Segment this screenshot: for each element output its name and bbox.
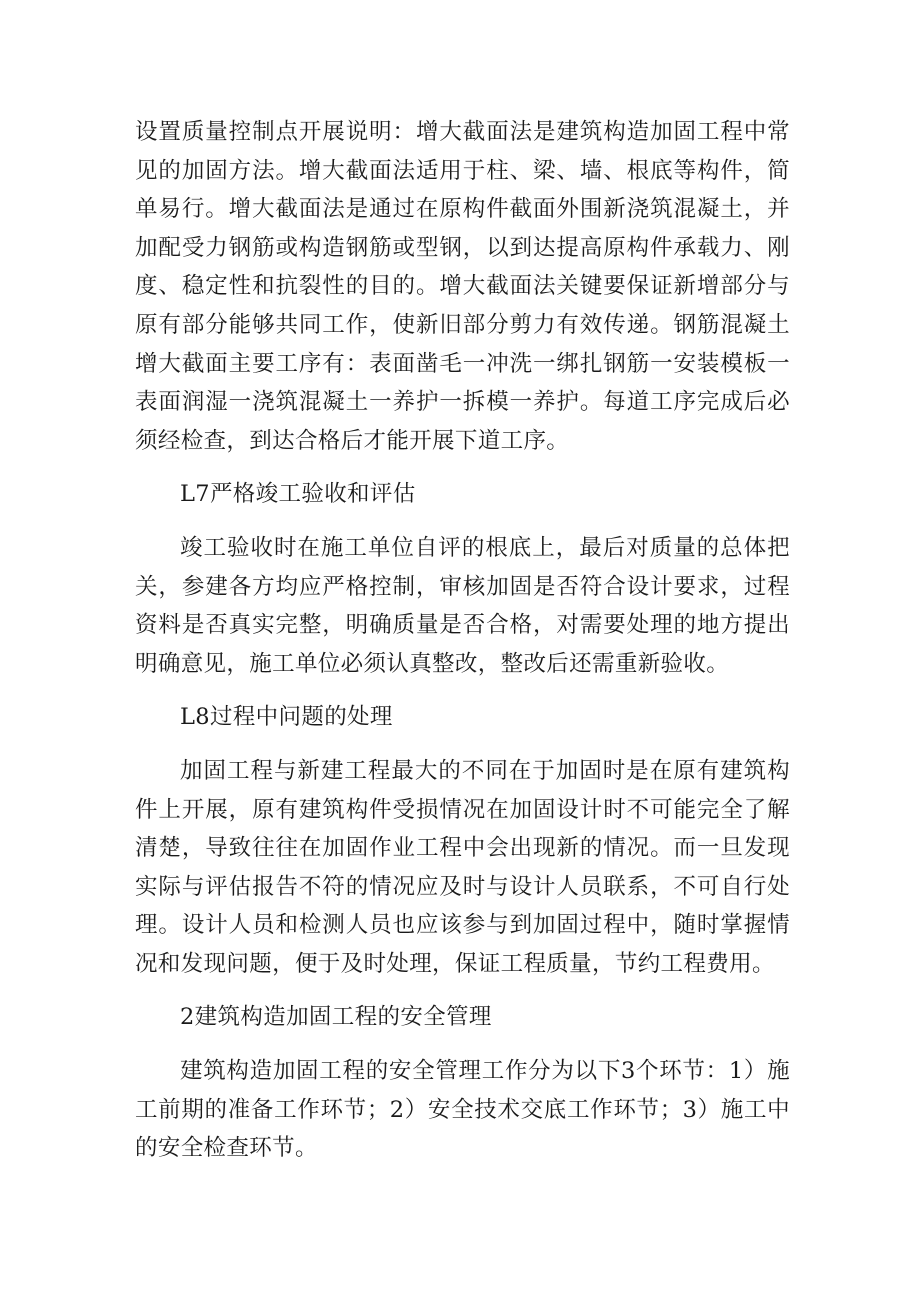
paragraph-completion-acceptance: 竣工验收时在施工单位自评的根底上，最后对质量的总体把关，参建各方均应严格控制，审核加固是否符合设计要求，过程资料是否真实完整，明确质量是否合格，对需要处理的地方提出明确意见，施工单位必须认真整改，整改后还需重新验收。 xyxy=(135,534,790,677)
document-body xyxy=(135,113,790,1183)
section-heading-l8: L8过程中问题的处理 xyxy=(180,704,393,731)
paragraph-process-problems: 加固工程与新建工程最大的不同在于加固时是在原有建筑构件上开展，原有建筑构件受损情况在加固设计时不可能完全了解清楚，导致往往在加固作业工程中会出现新的情况。而一旦发现实际与评估报告不符的情况应及时与设计人员联系，不可自行处理。设计人员和检测人员也应该参与到加固过程中，随时掌握情况和发现问题，便于及时处理，保证工程质量，节约工程费用。 xyxy=(135,757,790,977)
paragraph-increased-section-method: 设置质量控制点开展说明：增大截面法是建筑构造加固工程中常见的加固方法。增大截面法适用于柱、梁、墙、根底等构件，简单易行。增大截面法是通过在原构件截面外围新浇筑混凝土，并加配受力钢筋或构造钢筋或型钢，以到达提高原构件承载力、刚度、稳定性和抗裂性的目的。增大截面法关键要保证新增部分与原有部分能够共同工作，使新旧部分剪力有效传递。钢筋混凝土增大截面主要工序有：表面凿毛一冲洗一绑扎钢筋一安装模板一表面润湿一浇筑混凝土一养护一拆模一养护。每道工序完成后必须经检查，到达合格后才能开展下道工序。 xyxy=(135,119,790,454)
paragraph-safety-management: 建筑构造加固工程的安全管理工作分为以下3个环节：1）施工前期的准备工作环节；2）安全技术交底工作环节；3）施工中的安全检查环节。 xyxy=(135,1058,790,1162)
section-heading-l7: L7严格竣工验收和评估 xyxy=(180,481,416,508)
section-heading-2: 2建筑构造加固工程的安全管理 xyxy=(180,1004,492,1031)
